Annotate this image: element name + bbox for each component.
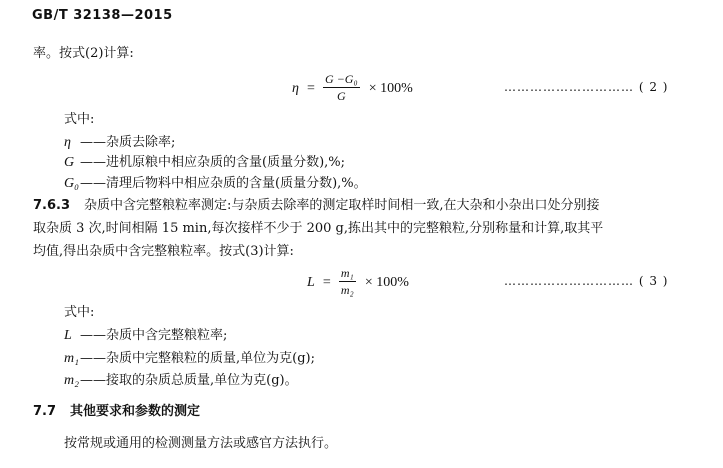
- where2-symbol: m₁: [64, 351, 79, 366]
- eq3-lhs: L: [307, 275, 315, 290]
- section-7-7-heading: [33, 404, 200, 420]
- section-7-6-3-line-3: 均值,得出杂质中含完整粮粒率。按式(3)计算:: [33, 244, 294, 259]
- section-7-7-body: 按常规或通用的检测测量方法或感官方法执行。: [64, 436, 338, 451]
- where2-desc: ——杂质中完整粮粒的质量,单位为克(g);: [80, 351, 315, 366]
- where1-desc: ——清理后物料中相应杂质的含量(质量分数),%。: [80, 176, 367, 191]
- eq3-equals: =: [322, 275, 331, 290]
- where-label-1: 式中:: [64, 112, 95, 127]
- section-7-6-3-line-1: [33, 198, 600, 214]
- eq2-fraction: [323, 72, 360, 103]
- eq2-leader-dots: …………………………: [504, 80, 634, 94]
- eq3-numerator: m₁: [340, 266, 354, 280]
- where-label-2: 式中:: [64, 305, 95, 320]
- where2-symbol: L: [64, 328, 72, 343]
- eq3-denominator: m₂: [340, 283, 354, 297]
- intro-paragraph: 率。按式(2)计算:: [33, 46, 134, 61]
- where1-symbol: G: [64, 155, 75, 170]
- section-7-6-3-number: 7.6.3: [33, 198, 71, 213]
- where1-item-eta: [64, 135, 175, 151]
- equation-3: [307, 266, 409, 297]
- where2-desc: ——接取的杂质总质量,单位为克(g)。: [80, 373, 298, 388]
- section-7-6-3-line-2: 取杂质 3 次,时间相隔 15 min,每次接样不少于 200 g,拣出其中的完整粮粒,分别称量和计算,取其平: [33, 221, 604, 236]
- eq3-times: × 100%: [364, 275, 409, 290]
- eq2-numerator: G −G₀: [325, 72, 358, 86]
- eq3-number: ( 3 ): [638, 274, 669, 288]
- eq2-equals: =: [307, 81, 315, 96]
- eq3-fraction: [339, 266, 356, 297]
- section-7-7-title: 其他要求和参数的测定: [70, 404, 201, 419]
- standard-code-header: GB/T 32138—2015: [32, 8, 173, 23]
- where1-symbol: G₀: [64, 176, 79, 191]
- eq2-number-line: [504, 80, 668, 94]
- where2-item-m1: [64, 351, 315, 367]
- eq2-lhs: η: [292, 81, 299, 96]
- where2-item-l: [64, 328, 227, 344]
- section-7-7-number: 7.7: [33, 404, 57, 419]
- where2-item-m2: [64, 373, 298, 389]
- eq2-denominator: G: [337, 89, 346, 103]
- eq3-leader-dots: …………………………: [504, 274, 634, 288]
- where1-item-g0: [64, 176, 367, 192]
- where2-symbol: m₂: [64, 373, 79, 388]
- where2-desc: ——杂质中含完整粮粒率;: [80, 328, 228, 343]
- where1-desc: ——杂质去除率;: [80, 135, 176, 150]
- eq2-times: × 100%: [368, 81, 413, 96]
- where1-item-g: [64, 155, 345, 171]
- eq3-number-line: [504, 274, 668, 288]
- where1-symbol: η: [64, 135, 71, 150]
- eq2-number: ( 2 ): [638, 80, 669, 94]
- where1-desc: ——进机原粮中相应杂质的含量(质量分数),%;: [80, 155, 346, 170]
- section-7-6-3-text-1: 杂质中含完整粮粒率测定:与杂质去除率的测定取样时间相一致,在大杂和小杂出口处分别接: [84, 198, 600, 213]
- equation-2: [292, 72, 413, 103]
